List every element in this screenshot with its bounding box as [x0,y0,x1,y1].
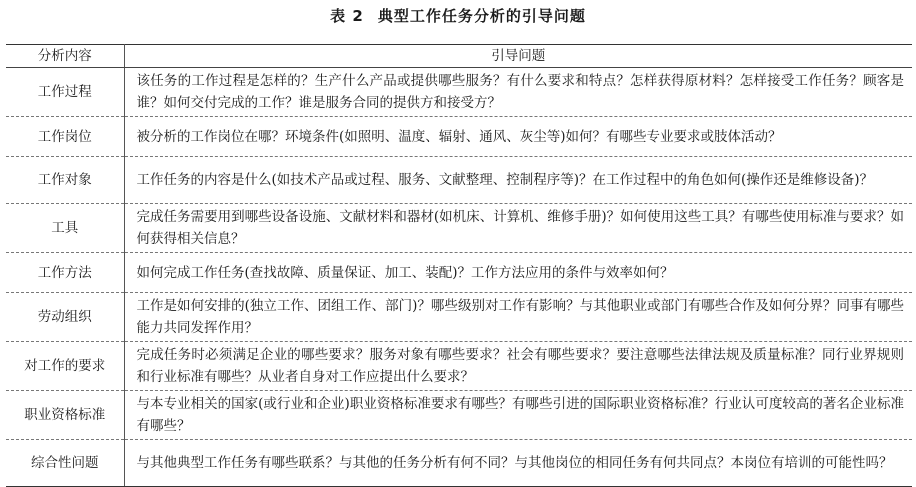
table-row [6,391,912,440]
table-row [6,293,912,342]
row-questions: 完成任务时必须满足企业的哪些要求？服务对象有哪些要求？社会有哪些要求？要注意哪些法律法规及质量标准？同行业界规则和行业标准有哪些？从业者自身对工作应提出什么要求？ [124,342,912,391]
column-header-questions: 引导问题 [124,45,912,68]
row-questions: 工作任务的内容是什么(如技术产品或过程、服务、文献整理、控制程序等)？在工作过程中的角色如何(操作还是维修设备)？ [124,157,912,204]
table-title: 典型工作任务分析的引导问题 [377,7,586,25]
row-label: 职业资格标准 [6,391,124,440]
row-questions: 完成任务需要用到哪些设备设施、文献材料和器材(如机床、计算机、维修手册)？如何使用这些工具？有哪些使用标准与要求？如何获得相关信息？ [124,204,912,253]
row-label: 对工作的要求 [6,342,124,391]
table-header-row [6,45,912,68]
guiding-questions-table [6,44,912,487]
row-label: 工具 [6,204,124,253]
row-label: 工作方法 [6,253,124,293]
table-row [6,157,912,204]
column-header-content: 分析内容 [6,45,124,68]
row-label: 综合性问题 [6,440,124,487]
row-questions: 如何完成工作任务(查找故障、质量保证、加工、装配)？工作方法应用的条件与效率如何？ [124,253,912,293]
row-questions: 该任务的工作过程是怎样的？生产什么产品或提供哪些服务？有什么要求和特点？怎样获得原材料？怎样接受工作任务？顾客是谁？如何交付完成的工作？谁是服务合同的提供方和接受方？ [124,68,912,117]
table-row [6,253,912,293]
row-label: 工作过程 [6,68,124,117]
row-questions: 被分析的工作岗位在哪？环境条件(如照明、温度、辐射、通风、灰尘等)如何？有哪些专业要求或肢体活动？ [124,117,912,157]
row-label: 工作对象 [6,157,124,204]
row-label: 工作岗位 [6,117,124,157]
row-questions: 与其他典型工作任务有哪些联系？与其他的任务分析有何不同？与其他岗位的相同任务有何共同点？本岗位有培训的可能性吗？ [124,440,912,487]
table-number: 表 2 [330,7,364,25]
table-row [6,204,912,253]
table-row [6,117,912,157]
table-caption [0,4,916,28]
table-row [6,68,912,117]
table-row [6,342,912,391]
table-row [6,440,912,487]
row-questions: 与本专业相关的国家(或行业和企业)职业资格标准要求有哪些？有哪些引进的国际职业资格标准？行业认可度较高的著名企业标准有哪些？ [124,391,912,440]
row-questions: 工作是如何安排的(独立工作、团组工作、部门)？哪些级别对工作有影响？与其他职业或部门有哪些合作及如何分界？同事有哪些能力共同发挥作用？ [124,293,912,342]
row-label: 劳动组织 [6,293,124,342]
